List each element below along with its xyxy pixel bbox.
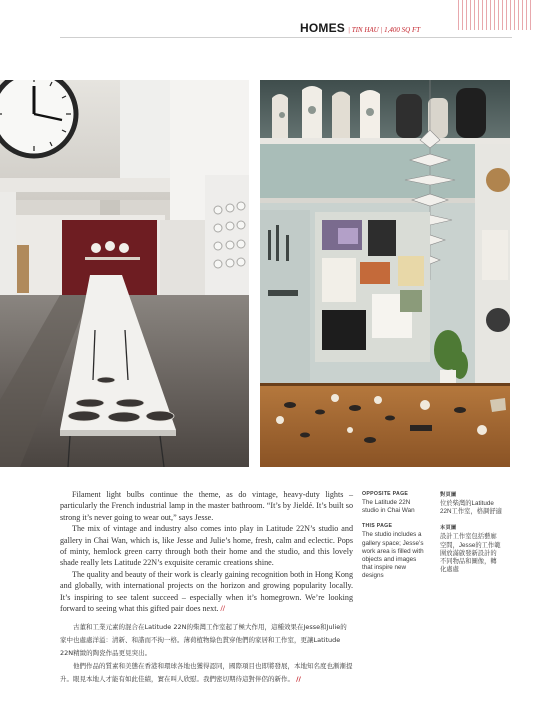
- gallery-photo: [0, 80, 249, 467]
- body-paragraph: The mix of vintage and industry also comes into play in Latitude 22N’s studio and gallery in Chai Wan, which is, like Jesse and Julie’s home, fresh, calm and eclectic. Pops of minty, hemlock green carry through both their home and the studio, and this lovely shade really lets Latitude 22N’s exquisite ceramic creations shine.: [60, 524, 353, 568]
- caption-heading: THIS PAGE: [362, 523, 393, 530]
- caption-text: 位於柴灣的Latitude 22N工作室，格調舒適: [440, 500, 502, 516]
- caption-heading: 對頁圖: [440, 492, 457, 498]
- caption-heading: OPPOSITE PAGE: [362, 491, 409, 497]
- captions-english: [362, 491, 428, 589]
- section-subtitle: | TIN HAU | 1,400 SQ FT: [348, 26, 421, 34]
- body-paragraph-text: The quality and beauty of their work is clearly gaining recognition both in Hong Kong and globally, with international projects on the horizon and growing popularity locally. It’s inspiring to see talent succeed – especially when it’s homegrown. We’re looking forward to seeing what this gifted pair does next.: [60, 569, 353, 614]
- header-rule: [60, 37, 512, 38]
- body-paragraph-zh: [60, 660, 353, 686]
- decorative-stripes: [458, 0, 534, 30]
- end-mark: //: [220, 604, 225, 614]
- captions-chinese: [440, 491, 502, 582]
- page-header: [300, 19, 420, 37]
- caption-text: The Latitude 22N studio in Chai Wan: [362, 499, 415, 515]
- section-title: HOMES: [300, 21, 346, 35]
- caption-text: 設計工作室包括藝廊空間，Jesse的工作範圍放滿啟發新設計的不同物品和圖像，轉化處處: [440, 533, 501, 574]
- end-mark: //: [296, 675, 301, 683]
- caption-opposite: [362, 491, 428, 515]
- article-body: [60, 489, 353, 614]
- caption-this-page: [362, 523, 428, 580]
- body-paragraph-zh: 古董和工業元素的混合在Latitude 22N的柴灣工作室起了極大作用，這種效果在Jesse和Julie的家中也處處洋溢：清新、和諧而不拘一格。薄荷植物綠色貫穿他們的家居和工作室，更讓Latitude 22N精緻的陶瓷作品更見突出。: [60, 623, 347, 657]
- studio-photo: [260, 80, 510, 467]
- body-paragraph: Filament light bulbs continue the theme, as do vintage, heavy-duty lights – particularly the French industrial lamp in the master bathroom. “It’s by Jieldé. It’s built so strong it’s never going to wear out,” says Jesse.: [60, 490, 353, 522]
- caption-this-page-zh: [440, 524, 502, 574]
- body-paragraph-zh-text: 他們作品的質素和美態在香港和環球各地也獲得認同，國際項目也即將發展，本地知名度也漸漸提升。眼見本地人才能有如此佳績，實在叫人欣慰。我們密切期待這對伴侶的新作。: [60, 662, 353, 683]
- caption-heading: 本頁圖: [440, 525, 457, 532]
- body-paragraph: [60, 569, 353, 615]
- caption-opposite-zh: [440, 491, 502, 516]
- article-body-chinese: [60, 621, 353, 686]
- caption-text: The studio includes a gallery space; Jesse’s work area is filled with objects and images that inspire new designs: [362, 531, 424, 580]
